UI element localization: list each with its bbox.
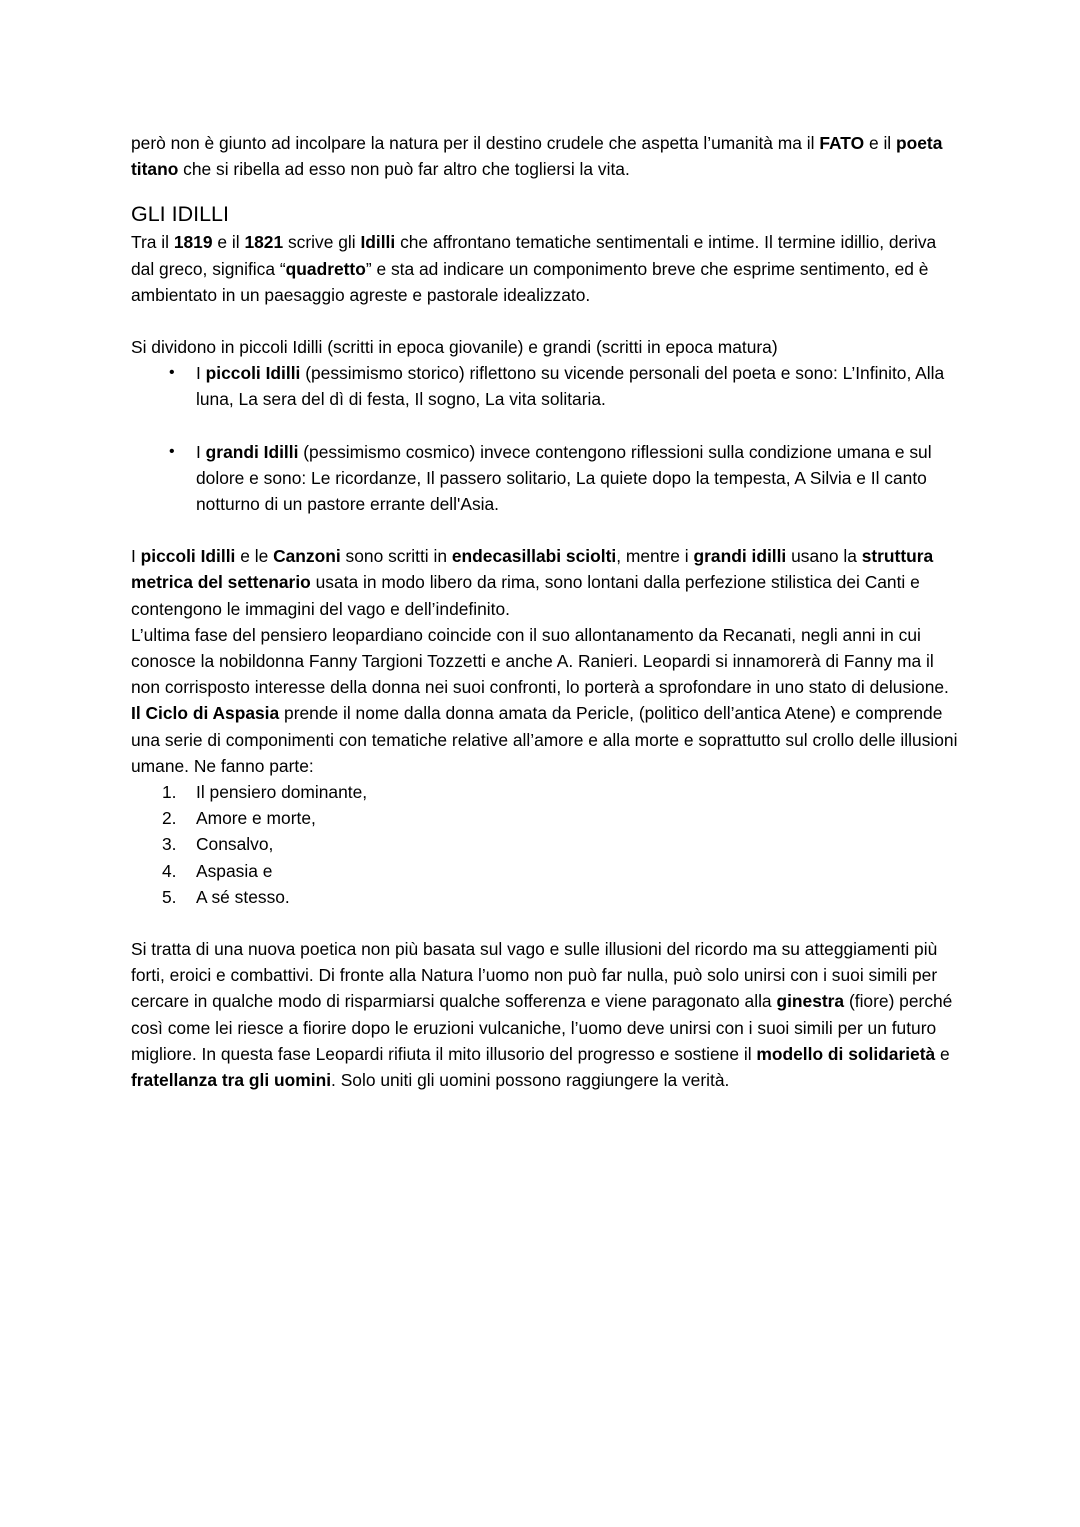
paragraph-text: usata in modo libero da rima, sono lontani dalla perfezione stilistica dei Canti e contengono le immagini del vago e dell’indefinito. bbox=[131, 572, 920, 619]
paragraph-text: sono scritti in bbox=[340, 546, 452, 567]
paragraph-text: L’ultima fase del pensiero leopardiano coincide con il suo allontanamento da Recanati, negli anni in cui conosce la nobildonna Fanny Targioni Tozzetti e anche A. Ranieri. Leopardi si innamorerà di Fanny ma il non corrisposto interesse della donna nei suoi confronti, lo porterà a sprofondare in uno stato di delusione. bbox=[131, 624, 949, 698]
bullet-icon: • bbox=[169, 364, 175, 382]
bold-idilli: Idilli bbox=[360, 232, 396, 253]
numbered-list-item bbox=[131, 858, 961, 884]
paragraph-spacer bbox=[131, 517, 961, 543]
paragraph-text: e il bbox=[212, 232, 245, 253]
paragraph-spacer bbox=[131, 308, 961, 334]
bullet-spacer bbox=[131, 413, 961, 439]
bold-struttura-metrica: struttura metrica del settenario bbox=[131, 546, 934, 593]
numbered-list-item bbox=[131, 805, 961, 831]
numbered-list-item bbox=[131, 831, 961, 857]
list-item-text: A sé stesso. bbox=[196, 886, 290, 907]
bullet-item-grandi-idilli bbox=[131, 439, 961, 518]
idilli-division-paragraph: Si dividono in piccoli Idilli (scritti in epoca giovanile) e grandi (scritti in epoca matura) bbox=[131, 337, 778, 358]
idilli-intro-paragraph bbox=[131, 229, 961, 308]
bullet-text: I bbox=[196, 363, 206, 384]
intro-text: però non è giunto ad incolpare la natura per il destino crudele che aspetta l’umanità ma il bbox=[131, 133, 820, 153]
intro-text: e il bbox=[864, 133, 897, 153]
bullet-bold: grandi Idilli bbox=[205, 441, 299, 462]
bold-year-1819: 1819 bbox=[173, 232, 213, 253]
list-number: 3. bbox=[162, 834, 177, 855]
paragraph-text: (fiore) perché così come lei riesce a fiorire dopo le eruzioni vulcaniche, l’uomo deve unirsi con i suoi simili per un futuro migliore. In questa fase Leopardi rifiuta il mito illusorio del progresso e sostiene il bbox=[131, 991, 953, 1064]
bullet-item-piccoli-idilli bbox=[131, 360, 961, 412]
bullet-text: (pessimismo cosmico) invece contengono riflessioni sulla condizione umana e sul dolore e sono: Le ricordanze, Il passero solitario, La quiete dopo la tempesta, A Silvia e Il canto notturno di un pastore errante dell'Asia. bbox=[196, 441, 932, 515]
bold-modello-solidarieta: modello di solidarietà bbox=[756, 1043, 936, 1064]
bullet-icon: • bbox=[169, 442, 175, 460]
poetica-paragraph bbox=[131, 936, 961, 1093]
aspasia-paragraph bbox=[131, 622, 961, 779]
bold-grandi-idilli: grandi idilli bbox=[693, 546, 787, 567]
bold-fratellanza: fratellanza tra gli uomini bbox=[131, 1070, 332, 1091]
list-number: 5. bbox=[162, 886, 177, 907]
paragraph-text: usano la bbox=[786, 546, 862, 567]
bold-ginestra: ginestra bbox=[776, 991, 845, 1012]
paragraph-text: e bbox=[935, 1043, 950, 1064]
numbered-list-item bbox=[131, 779, 961, 805]
paragraph-text: , mentre i bbox=[616, 546, 694, 567]
paragraph-text: e le bbox=[235, 546, 274, 567]
document-content bbox=[131, 130, 961, 1093]
bullet-text: (pessimismo storico) riflettono su vicende personali del poeta e sono: L’Infinito, Alla luna, La sera del dì di festa, Il sogno, La vita solitaria. bbox=[196, 363, 945, 410]
list-item-text: Il pensiero dominante, bbox=[196, 782, 368, 803]
idilli-bullet-list bbox=[131, 360, 961, 517]
aspasia-numbered-list bbox=[131, 779, 961, 910]
list-number: 1. bbox=[162, 782, 177, 803]
paragraph-text: prende il nome dalla donna amata da Pericle, (politico dell’antica Atene) e comprende una serie di componimenti con tematiche relative all’amore e alla morte e soprattutto sul crollo delle illusioni umane. Ne fanno parte: bbox=[131, 703, 958, 776]
paragraph-spacer bbox=[131, 910, 961, 936]
intro-paragraph bbox=[131, 130, 961, 182]
bold-quadretto: quadretto bbox=[285, 258, 366, 279]
paragraph-text: . Solo uniti gli uomini possono raggiungere la verità. bbox=[331, 1070, 730, 1091]
bullet-bold: piccoli Idilli bbox=[205, 363, 301, 384]
metrics-paragraph bbox=[131, 543, 961, 622]
list-item-text: Aspasia e bbox=[196, 860, 273, 881]
list-item-text: Amore e morte, bbox=[196, 808, 316, 829]
section-heading: GLI IDILLI bbox=[131, 202, 229, 227]
intro-bold-fato: FATO bbox=[819, 133, 865, 153]
bold-ciclo-aspasia: Il Ciclo di Aspasia bbox=[131, 703, 280, 724]
list-number: 2. bbox=[162, 808, 177, 829]
list-number: 4. bbox=[162, 860, 177, 881]
paragraph-text: Tra il bbox=[131, 232, 174, 253]
paragraph-text: I bbox=[131, 546, 141, 567]
intro-text: che si ribella ad esso non può far altro che togliersi la vita. bbox=[178, 159, 630, 180]
bold-year-1821: 1821 bbox=[244, 232, 284, 253]
paragraph-text: Si tratta di una nuova poetica non più basata sul vago e sulle illusioni del ricordo ma su atteggiamenti più forti, eroici e combattivi. Di fronte alla Natura l’uomo non può far nulla, può solo unirsi con i suoi simili per cercare in qualche modo di risparmiarsi qualche sofferenza e viene paragonato alla bbox=[131, 939, 938, 1012]
paragraph-text: scrive gli bbox=[283, 232, 361, 253]
list-item-text: Consalvo, bbox=[196, 834, 274, 855]
paragraph-text: ” e sta ad indicare un componimento breve che esprime sentimento, ed è ambientato in un paesaggio agreste e pastorale idealizzato. bbox=[131, 258, 929, 305]
bold-piccoli-idilli: piccoli Idilli bbox=[140, 546, 236, 567]
bullet-text: I bbox=[196, 441, 206, 462]
bold-endecasillabi: endecasillabi sciolti bbox=[451, 546, 617, 567]
bold-canzoni: Canzoni bbox=[273, 546, 341, 567]
paragraph-text: che affrontano tematiche sentimentali e intime. Il termine idillio, deriva dal greco, significa “ bbox=[131, 232, 937, 279]
intro-bold-poeta-titano: poeta titano bbox=[131, 133, 943, 180]
numbered-list-item bbox=[131, 884, 961, 910]
